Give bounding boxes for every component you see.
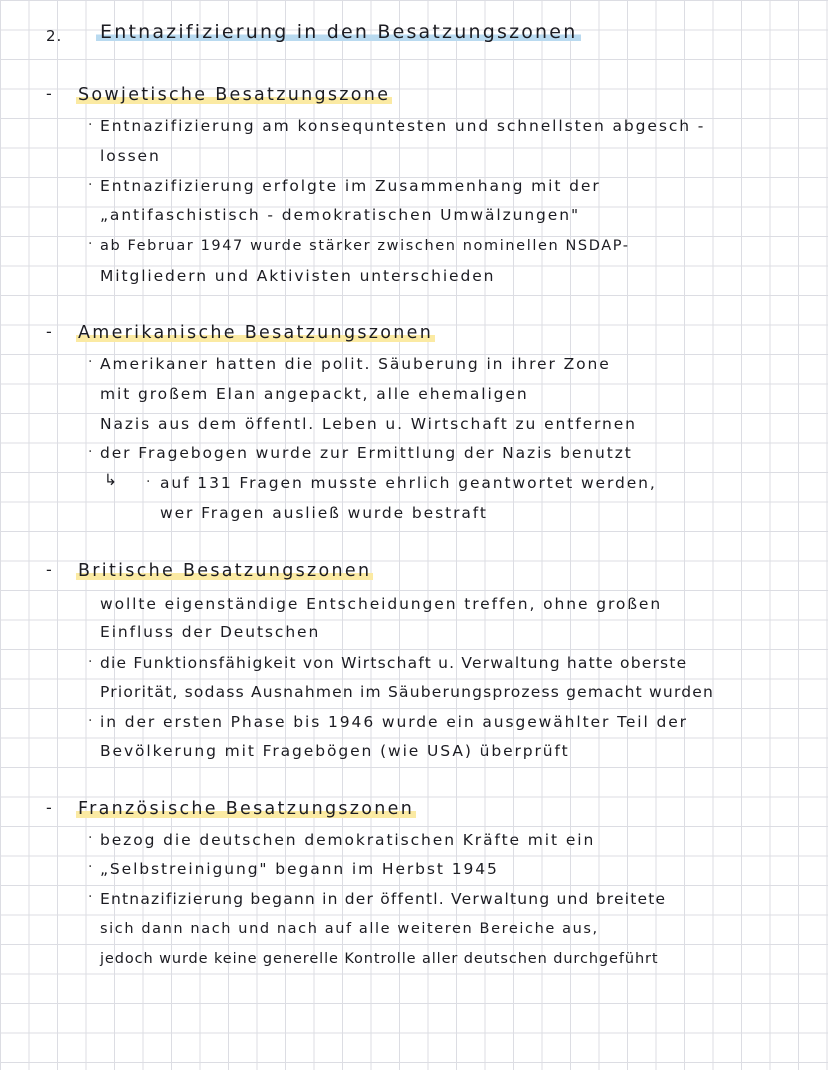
- note-line: „Selbstreinigung" begann im Herbst 1945: [100, 860, 499, 878]
- note-line: „antifaschistisch - demokratischen Umwälzungen": [100, 206, 580, 224]
- note-line: Einfluss der Deutschen: [100, 623, 321, 641]
- note-line: Mitgliedern und Aktivisten unterschieden: [100, 267, 496, 285]
- section-title: [76, 84, 392, 106]
- section-title: [76, 322, 435, 344]
- note-line: lossen: [100, 147, 161, 165]
- bullet-dot: ·: [88, 654, 93, 670]
- note-line: die Funktionsfähigkeit von Wirtschaft u. Verwaltung hatte oberste: [100, 654, 688, 672]
- bullet-dot: ·: [88, 177, 93, 193]
- arrow-icon: ↳: [104, 471, 119, 489]
- heading-number: 2.: [46, 27, 63, 45]
- section-title-text: Britische Besatzungszonen: [78, 561, 372, 581]
- page-title-text: Entnazifizierung in den Besatzungszonen: [96, 21, 581, 43]
- section-dash: -: [46, 84, 54, 103]
- note-line: ab Februar 1947 wurde stärker zwischen nominellen NSDAP-: [100, 238, 630, 254]
- note-line: Entnazifizierung erfolgte im Zusammenhang mit der: [100, 177, 601, 195]
- bullet-dot: ·: [88, 713, 93, 729]
- section-dash: -: [46, 798, 54, 817]
- section-dash: -: [46, 322, 54, 341]
- bullet-dot: ·: [88, 117, 93, 133]
- note-line: wer Fragen ausließ wurde bestraft: [160, 504, 488, 522]
- bullet-dot: ·: [146, 474, 151, 490]
- bullet-dot: ·: [88, 859, 93, 875]
- page-title: [96, 20, 581, 44]
- note-line: jedoch wurde keine generelle Kontrolle aller deutschen durchgeführt: [100, 951, 659, 967]
- note-line: auf 131 Fragen musste ehrlich geantwortet werden,: [160, 474, 657, 492]
- note-line: der Fragebogen wurde zur Ermittlung der Nazis benutzt: [100, 444, 633, 462]
- note-line: Bevölkerung mit Fragebögen (wie USA) überprüft: [100, 742, 570, 760]
- bullet-dot: ·: [88, 354, 93, 370]
- note-line: sich dann nach und nach auf alle weiteren Bereiche aus,: [100, 921, 599, 937]
- note-line: Amerikaner hatten die polit. Säuberung in ihrer Zone: [100, 355, 611, 373]
- bullet-dot: ·: [88, 889, 93, 905]
- section-title-text: Sowjetische Besatzungszone: [78, 85, 391, 105]
- note-line: mit großem Elan angepackt, alle ehemaligen: [100, 385, 529, 403]
- section-title-text: Französische Besatzungszonen: [78, 799, 415, 819]
- bullet-dot: ·: [88, 444, 93, 460]
- note-line: Nazis aus dem öffentl. Leben u. Wirtschaft zu entfernen: [100, 415, 637, 433]
- note-line: Entnazifizierung begann in der öffentl. Verwaltung und breitete: [100, 890, 667, 908]
- note-line: bezog die deutschen demokratischen Kräfte mit ein: [100, 831, 596, 849]
- section-title: [76, 798, 416, 820]
- section-title: [76, 560, 373, 582]
- note-line: in der ersten Phase bis 1946 wurde ein ausgewählter Teil der: [100, 713, 688, 731]
- section-title-text: Amerikanische Besatzungszonen: [78, 323, 434, 343]
- bullet-dot: ·: [88, 830, 93, 846]
- section-dash: -: [46, 560, 54, 579]
- note-line: Priorität, sodass Ausnahmen im Säuberungsprozess gemacht wurden: [100, 683, 715, 701]
- note-line: wollte eigenständige Entscheidungen treffen, ohne großen: [100, 595, 663, 613]
- note-line: Entnazifizierung am konsequntesten und schnellsten abgesch -: [100, 117, 706, 135]
- bullet-dot: ·: [88, 236, 93, 252]
